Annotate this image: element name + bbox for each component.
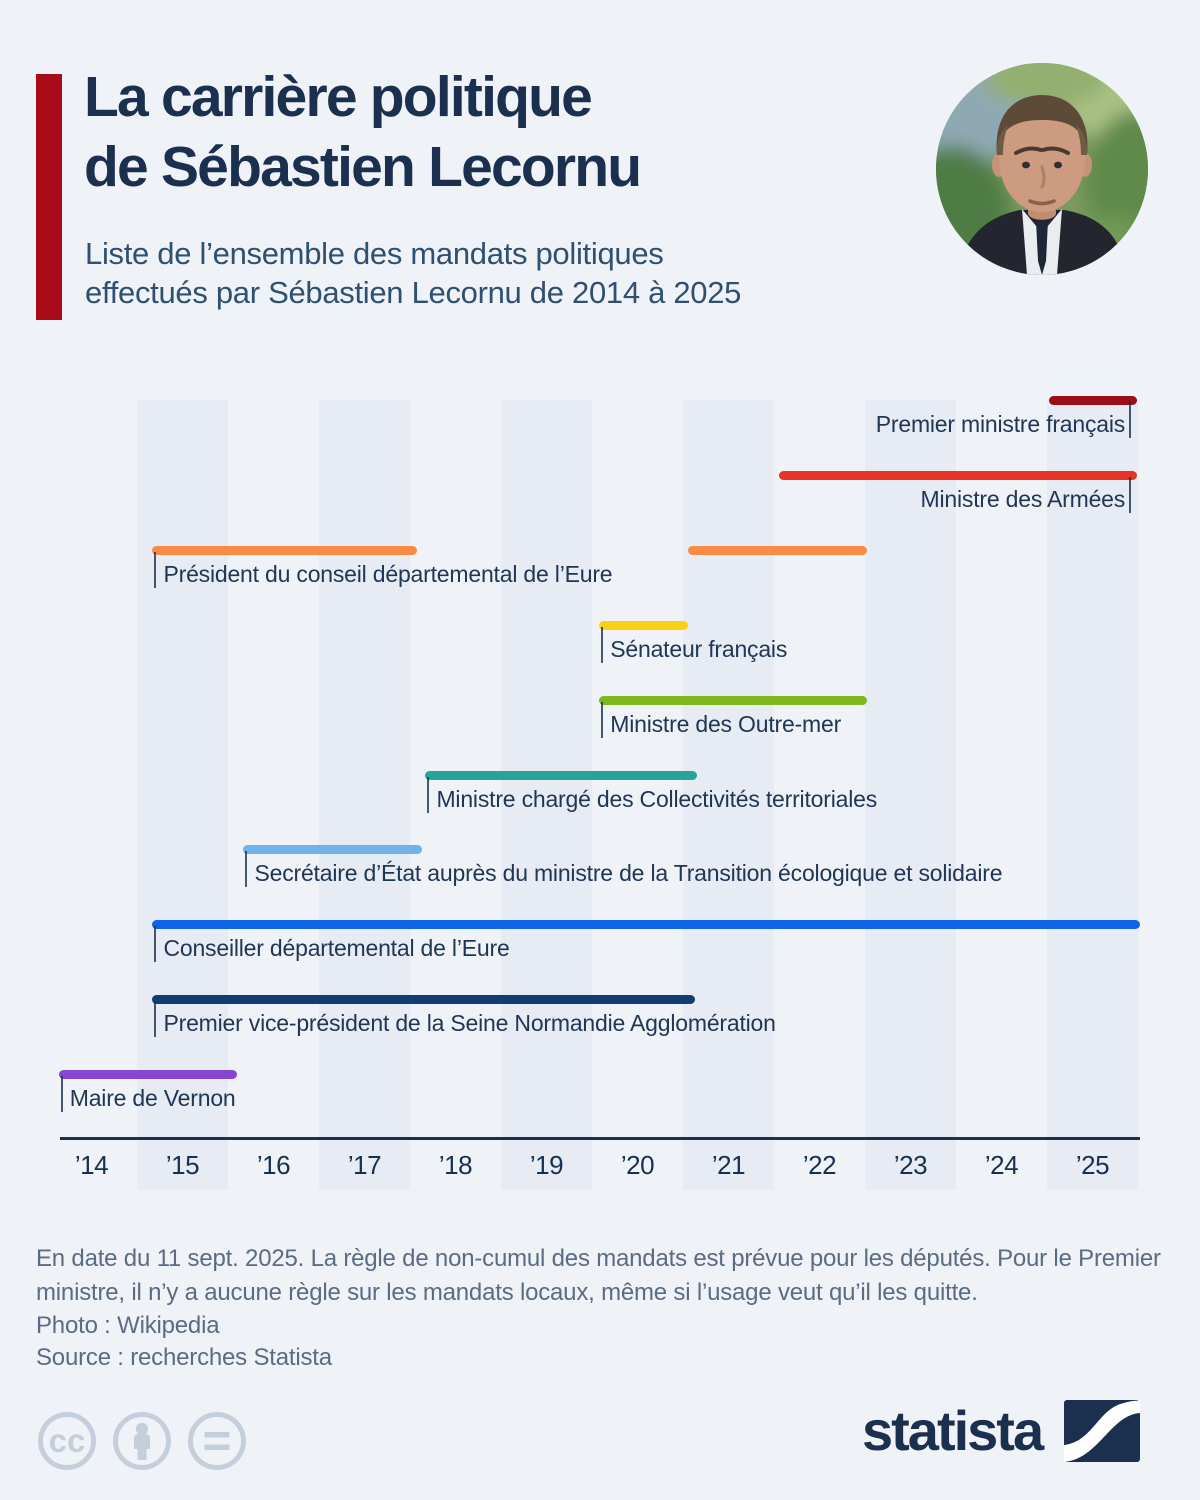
bar-anchor-tick <box>601 702 603 738</box>
title-line-2: de Sébastien Lecornu <box>84 135 641 199</box>
bar-label: Premier vice-président de la Seine Normandie Agglomération <box>163 1010 776 1037</box>
bar-anchor-tick <box>61 1076 63 1112</box>
title-accent-bar <box>36 74 62 320</box>
cc-nd-icon <box>191 1415 244 1468</box>
bar-label: Président du conseil départemental de l’Eure <box>163 560 613 587</box>
axis-tick-label: ’24 <box>984 1150 1019 1180</box>
bar-label: Secrétaire d’État auprès du ministre de la Transition écologique et solidaire <box>254 860 1003 887</box>
timeline-bar <box>599 696 867 705</box>
axis-tick-label: ’15 <box>165 1150 200 1180</box>
axis-tick-label: ’23 <box>893 1150 928 1180</box>
year-stripe <box>1047 400 1138 1190</box>
year-stripe <box>865 400 956 1190</box>
timeline-bar <box>599 621 688 630</box>
axis-tick-label: ’16 <box>256 1150 291 1180</box>
cc-by-icon <box>116 1415 169 1468</box>
timeline-bar <box>243 845 421 854</box>
subtitle-line-1: Liste de l’ensemble des mandats politiques <box>85 236 664 271</box>
timeline-bar <box>779 471 1138 480</box>
svg-text:cc: cc <box>48 1422 86 1459</box>
footnote: En date du 11 sept. 2025. La règle de non-cumul des mandats est prévue pour les députés. Pour le Premier ministre, il n’y a aucune règle sur les mandats locaux, même si l’usage veut qu’il les quitte. <box>36 1245 1161 1306</box>
timeline-bar <box>688 546 866 555</box>
bar-label: Conseiller départemental de l’Eure <box>163 935 510 962</box>
timeline-bar <box>1049 396 1137 405</box>
bar-anchor-tick <box>427 777 429 813</box>
bar-label: Premier ministre français <box>875 411 1126 437</box>
axis-tick-label: ’19 <box>529 1150 564 1180</box>
cc-icon <box>41 1415 94 1468</box>
subtitle-line-2: effectués par Sébastien Lecornu de 2014 à 2025 <box>85 275 742 310</box>
timeline-bar <box>152 920 1139 929</box>
axis-tick-label: ’25 <box>1075 1150 1110 1180</box>
x-axis-line <box>60 1137 1140 1140</box>
axis-tick-label: ’14 <box>74 1150 109 1180</box>
bar-label: Ministre des Outre-mer <box>610 710 842 737</box>
timeline-bar <box>152 995 694 1004</box>
bar-label: Sénateur français <box>610 635 788 662</box>
axis-tick-label: ’17 <box>347 1150 382 1180</box>
axis-tick-label: ’22 <box>802 1150 837 1180</box>
bar-anchor-tick <box>601 627 603 663</box>
axis-tick-label: ’21 <box>711 1150 746 1180</box>
source-credit: Source : recherches Statista <box>36 1344 332 1371</box>
page-title <box>84 62 640 202</box>
timeline-bar <box>59 1070 237 1079</box>
axis-tick-label: ’18 <box>438 1150 473 1180</box>
statista-logo-text: statista <box>862 1399 1043 1462</box>
cc-license-icons <box>34 1406 284 1476</box>
axis-tick-label: ’20 <box>620 1150 655 1180</box>
bar-label: Ministre des Armées <box>920 485 1126 512</box>
subtitle <box>85 234 741 312</box>
photo-credit: Photo : Wikipedia <box>36 1312 220 1339</box>
statista-logo-mark <box>1064 1400 1140 1462</box>
bar-label: Maire de Vernon <box>69 1085 236 1112</box>
year-stripe <box>319 400 410 1190</box>
bar-anchor-tick <box>245 851 247 887</box>
bar-anchor-tick <box>1129 477 1131 513</box>
title-line-1: La carrière politique <box>84 65 592 129</box>
bar-anchor-tick <box>154 1001 156 1037</box>
timeline-bar <box>152 546 417 555</box>
bar-label: Ministre chargé des Collectivités territoriales <box>436 785 878 812</box>
bar-anchor-tick <box>1129 402 1131 438</box>
bar-anchor-tick <box>154 552 156 588</box>
portrait-photo <box>936 63 1148 275</box>
statista-logo <box>862 1396 1140 1466</box>
timeline-bar <box>425 771 696 780</box>
bar-anchor-tick <box>154 926 156 962</box>
